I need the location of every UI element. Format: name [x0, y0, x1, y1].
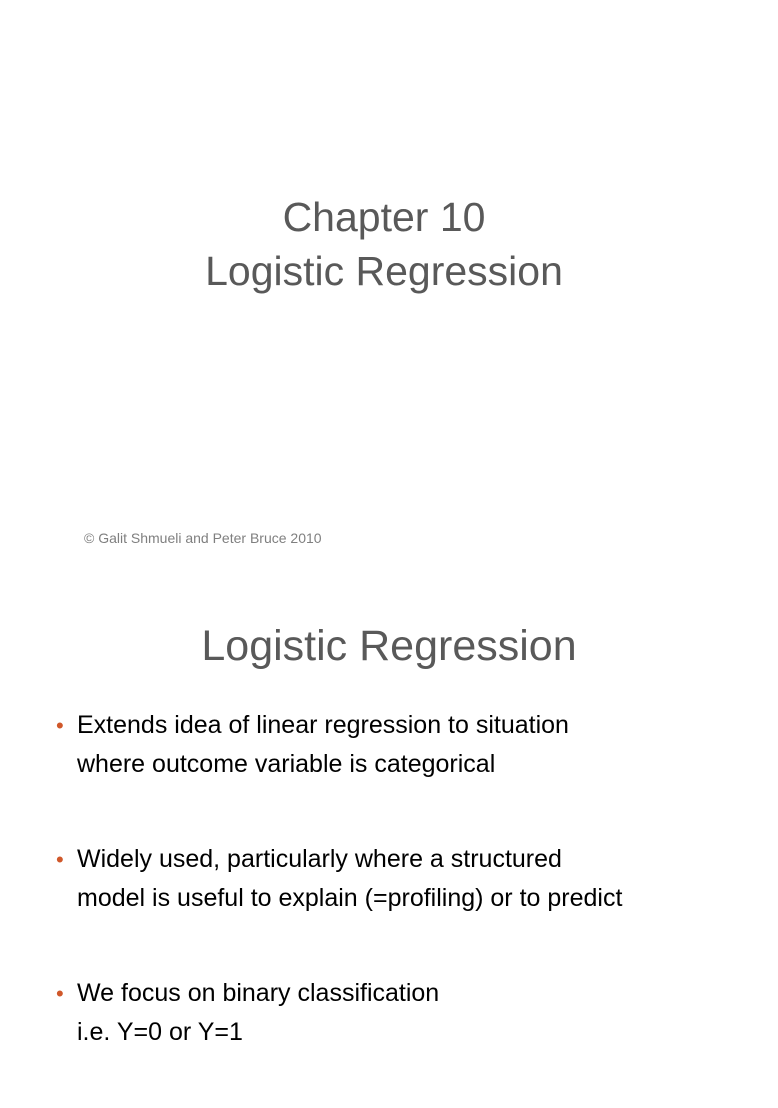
bullet-item	[56, 706, 756, 784]
content-slide	[0, 576, 768, 1046]
slide-title: Logistic Regression	[201, 622, 577, 670]
bullet-list	[56, 706, 756, 1108]
bullet-marker-icon: •	[56, 713, 64, 738]
bullet-text: Widely used, particularly where a structured model is useful to explain (=profiling) or to predict	[77, 845, 623, 912]
copyright-notice: © Galit Shmueli and Peter Bruce 2010	[84, 530, 322, 546]
chapter-number: Chapter 10	[282, 194, 486, 240]
chapter-title	[0, 190, 768, 298]
bullet-marker-icon: •	[56, 981, 64, 1006]
bullet-text: We focus on binary classification i.e. Y=0 or Y=1	[77, 979, 440, 1046]
bullet-marker-icon: •	[56, 847, 64, 872]
bullet-item	[56, 840, 756, 918]
chapter-name: Logistic Regression	[205, 248, 563, 294]
bullet-item	[56, 974, 756, 1052]
bullet-text: Extends idea of linear regression to situation where outcome variable is categorical	[77, 711, 569, 778]
